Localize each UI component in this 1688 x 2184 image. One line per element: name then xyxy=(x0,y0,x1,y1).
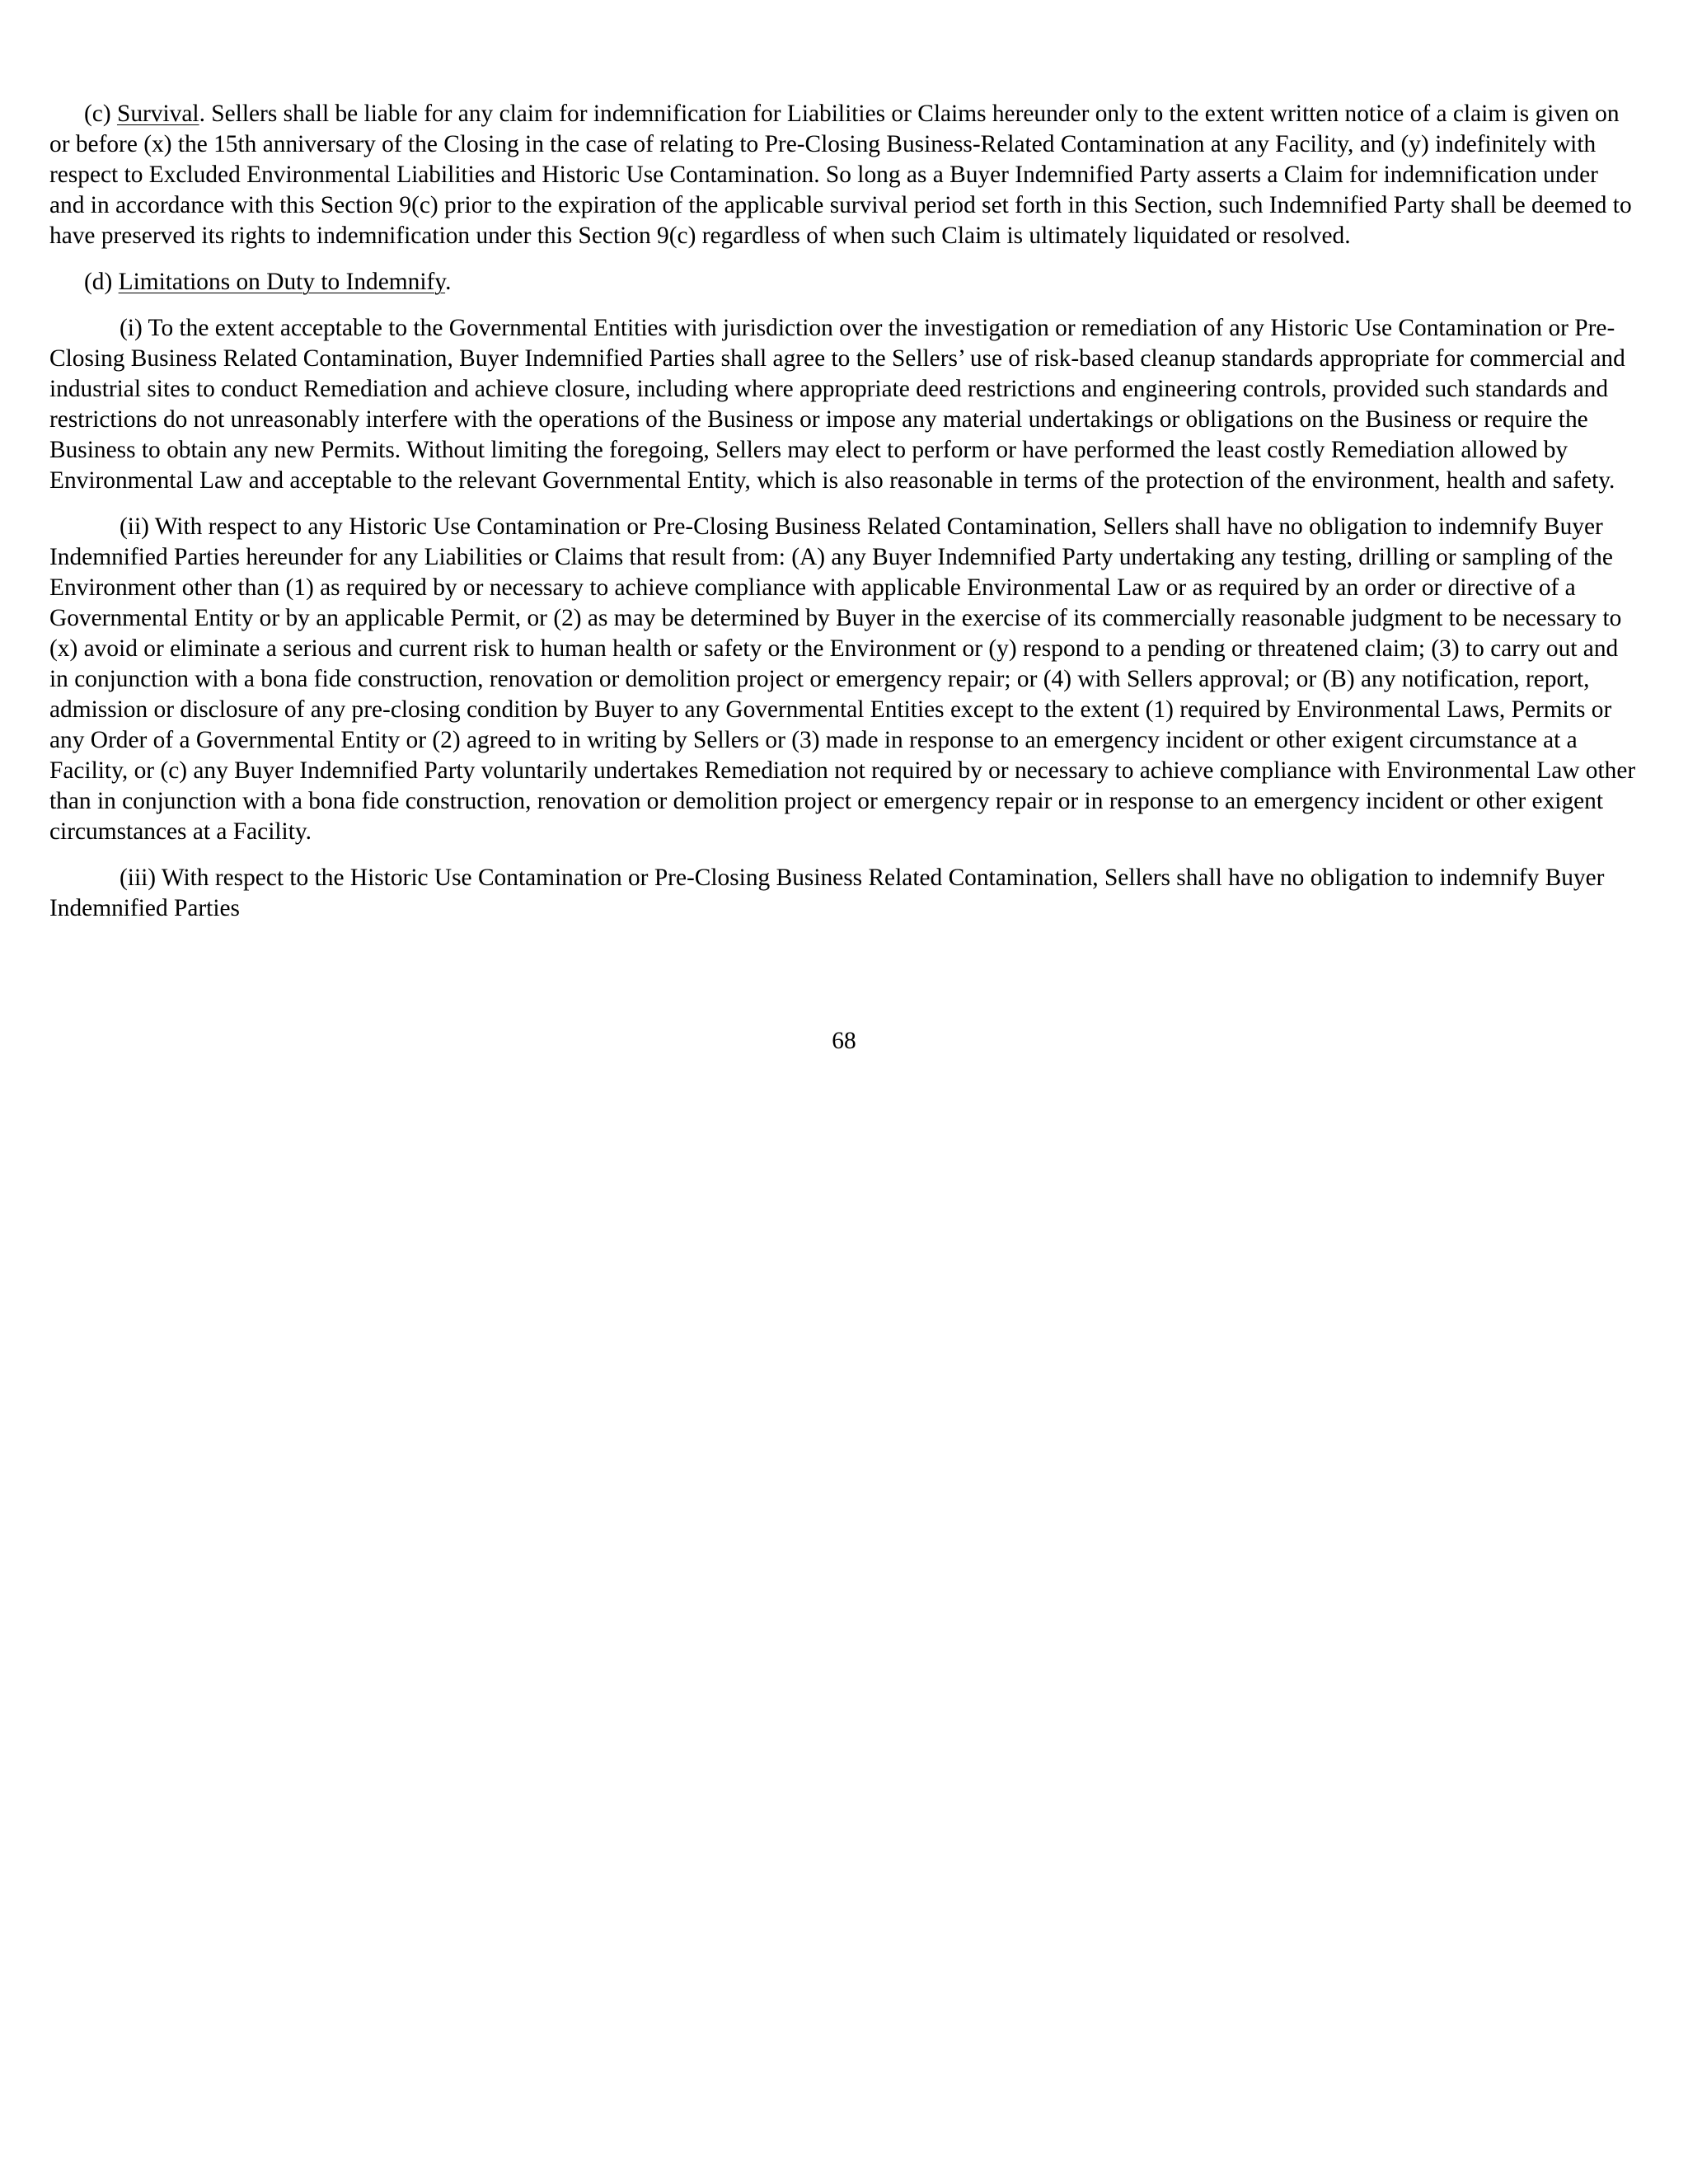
page-number: 68 xyxy=(832,1028,856,1054)
section-d-limitations xyxy=(49,267,1639,298)
document-page xyxy=(49,99,1639,940)
section-d-marker: (d) xyxy=(84,269,119,295)
section-c-body: . Sellers shall be liable for any claim for indemnification for Liabilities or Claims hereunder only to the extent written notice of a claim is given on or before (x) the 15th anniversary of the Closing in the case of relating to Pre-Closing Business-Related Contamination at any Facility, and (y) indefinitely with respect to Excluded Environmental Liabilities and Historic Use Contamination. So long as a Buyer Indemnified Party asserts a Claim for indemnification under and in accordance with this Section 9(c) prior to the expiration of the applicable survival period set forth in this Section, such Indemnified Party shall be deemed to have preserved its rights to indemnification under this Section 9(c) regardless of when such Claim is ultimately liquidated or resolved. xyxy=(49,101,1632,249)
section-c-marker: (c) xyxy=(84,101,117,127)
section-d-body: . xyxy=(445,269,452,295)
section-d-heading: Limitations on Duty to Indemnify xyxy=(118,269,446,295)
section-c-heading: Survival xyxy=(116,101,199,127)
subsection-ii: (ii) With respect to any Historic Use Contamination or Pre-Closing Business Related Contamination, Sellers shall have no obligation to indemnify Buyer Indemnified Parties hereunder for any Liabilities or Claims that result from: (A) any Buyer Indemnified Party undertaking any testing, drilling or sampling of the Environment other than (1) as required by or necessary to achieve compliance with applicable Environmental Law or as required by an order or directive of a Governmental Entity or by an applicable Permit, or (2) as may be determined by Buyer in the exercise of its commercially reasonable judgment to be necessary to (x) avoid or eliminate a serious and current risk to human health or safety or the Environment or (y) respond to a pending or threatened claim; (3) to carry out and in conjunction with a bona fide construction, renovation or demolition project or emergency repair; or (4) with Sellers approval; or (B) any notification, report, admission or disclosure of any pre-closing condition by Buyer to any Governmental Entities except to the extent (1) required by Environmental Laws, Permits or any Order of a Governmental Entity or (2) agreed to in writing by Sellers or (3) made in response to an emergency incident or other exigent circumstance at a Facility, or (c) any Buyer Indemnified Party voluntarily undertakes Remediation not required by or necessary to achieve compliance with Environmental Law other than in conjunction with a bona fide construction, renovation or demolition project or emergency repair or in response to an emergency incident or other exigent circumstances at a Facility. xyxy=(49,513,1636,845)
section-c-survival xyxy=(49,99,1639,251)
subsection-i: (i) To the extent acceptable to the Governmental Entities with jurisdiction over the investigation or remediation of any Historic Use Contamination or Pre-Closing Business Related Contamination, Buyer Indemnified Parties shall agree to the Sellers’ use of risk-based cleanup standards appropriate for commercial and industrial sites to conduct Remediation and achieve closure, including where appropriate deed restrictions and engineering controls, provided such standards and restrictions do not unreasonably interfere with the operations of the Business or impose any material undertakings or obligations on the Business or require the Business to obtain any new Permits. Without limiting the foregoing, Sellers may elect to perform or have performed the least costly Remediation allowed by Environmental Law and acceptable to the relevant Governmental Entity, which is also reasonable in terms of the protection of the environment, health and safety. xyxy=(49,315,1625,494)
subsection-iii: (iii) With respect to the Historic Use Contamination or Pre-Closing Business Related Contamination, Sellers shall have no obligation to indemnify Buyer Indemnified Parties xyxy=(49,865,1605,921)
